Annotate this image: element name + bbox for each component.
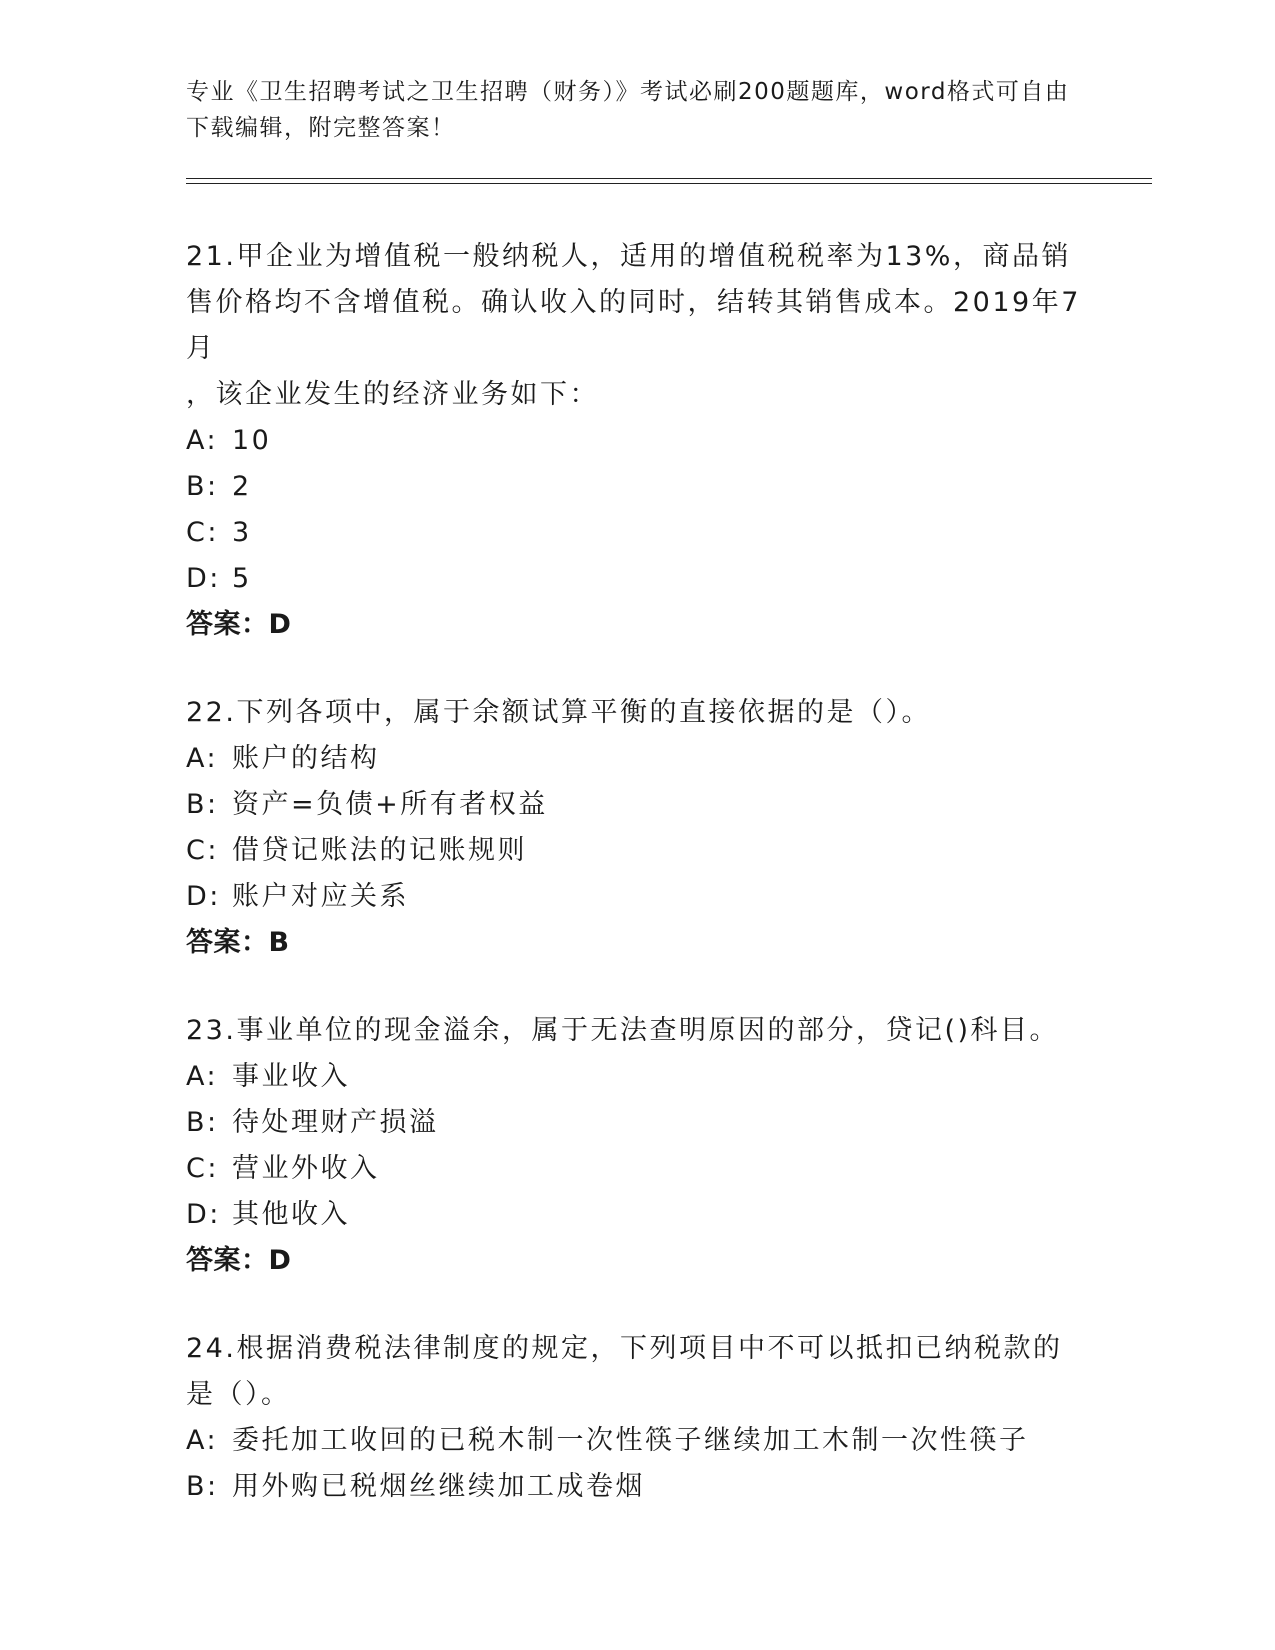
- option-c: [186, 510, 1086, 556]
- option-text: 账户的结构: [232, 743, 380, 774]
- option-b: [186, 1464, 1086, 1510]
- option-text: 营业外收入: [232, 1153, 380, 1184]
- option-letter: A:: [186, 743, 219, 774]
- option-letter: A:: [186, 425, 219, 456]
- option-a: [186, 1054, 1086, 1100]
- option-text: 借贷记账法的记账规则: [232, 835, 527, 866]
- option-b: [186, 782, 1086, 828]
- option-letter: B:: [186, 471, 219, 502]
- option-letter: C:: [186, 835, 219, 866]
- option-text: 账户对应关系: [232, 881, 409, 912]
- option-letter: B:: [186, 789, 219, 820]
- option-b: [186, 1100, 1086, 1146]
- option-text: 3: [232, 517, 252, 548]
- option-letter: B:: [186, 1471, 219, 1502]
- option-text: 10: [232, 425, 272, 456]
- question-22: [186, 690, 1086, 966]
- option-d: [186, 874, 1086, 920]
- option-letter: C:: [186, 1153, 219, 1184]
- option-text: 5: [232, 563, 252, 594]
- header-divider-top: [186, 178, 1152, 179]
- option-text: 委托加工收回的已税木制一次性筷子继续加工木制一次性筷子: [232, 1425, 1029, 1456]
- option-letter: B:: [186, 1107, 219, 1138]
- option-d: [186, 556, 1086, 602]
- option-a: [186, 1418, 1086, 1464]
- option-a: [186, 736, 1086, 782]
- question-stem: 22.下列各项中，属于余额试算平衡的直接依据的是（）。: [186, 697, 931, 728]
- option-b: [186, 464, 1086, 510]
- option-letter: A:: [186, 1061, 219, 1092]
- question-stem: 21.甲企业为增值税一般纳税人，适用的增值税税率为13%，商品销售价格均不含增值税。确认收入的同时，结转其销售成本。2019年7月 ，该企业发生的经济业务如下：: [186, 241, 1081, 410]
- option-letter: A:: [186, 1425, 219, 1456]
- question-23: [186, 1008, 1086, 1284]
- option-letter: D:: [186, 881, 221, 912]
- option-a: [186, 418, 1086, 464]
- option-text: 其他收入: [232, 1199, 350, 1230]
- answer-line: 答案：B: [186, 927, 290, 958]
- option-letter: D:: [186, 563, 221, 594]
- option-text: 事业收入: [232, 1061, 350, 1092]
- option-c: [186, 828, 1086, 874]
- question-21: [186, 234, 1086, 648]
- answer-line: 答案：D: [186, 1245, 292, 1276]
- question-stem: 24.根据消费税法律制度的规定，下列项目中不可以抵扣已纳税款的是（）。: [186, 1333, 1063, 1410]
- option-text: 2: [232, 471, 252, 502]
- option-d: [186, 1192, 1086, 1238]
- question-24: [186, 1326, 1086, 1510]
- answer-line: 答案：D: [186, 609, 292, 640]
- option-text: 资产=负债+所有者权益: [232, 789, 548, 820]
- question-list: [186, 234, 1086, 1552]
- document-header: 专业《卫生招聘考试之卫生招聘（财务）》考试必刷200题题库，word格式可自由下载编辑，附完整答案！: [186, 79, 1070, 141]
- option-letter: D:: [186, 1199, 221, 1230]
- option-text: 用外购已税烟丝继续加工成卷烟: [232, 1471, 645, 1502]
- question-stem: 23.事业单位的现金溢余，属于无法查明原因的部分，贷记()科目。: [186, 1015, 1060, 1046]
- option-text: 待处理财产损溢: [232, 1107, 439, 1138]
- option-c: [186, 1146, 1086, 1192]
- option-letter: C:: [186, 517, 219, 548]
- header-divider-bottom: [186, 183, 1152, 184]
